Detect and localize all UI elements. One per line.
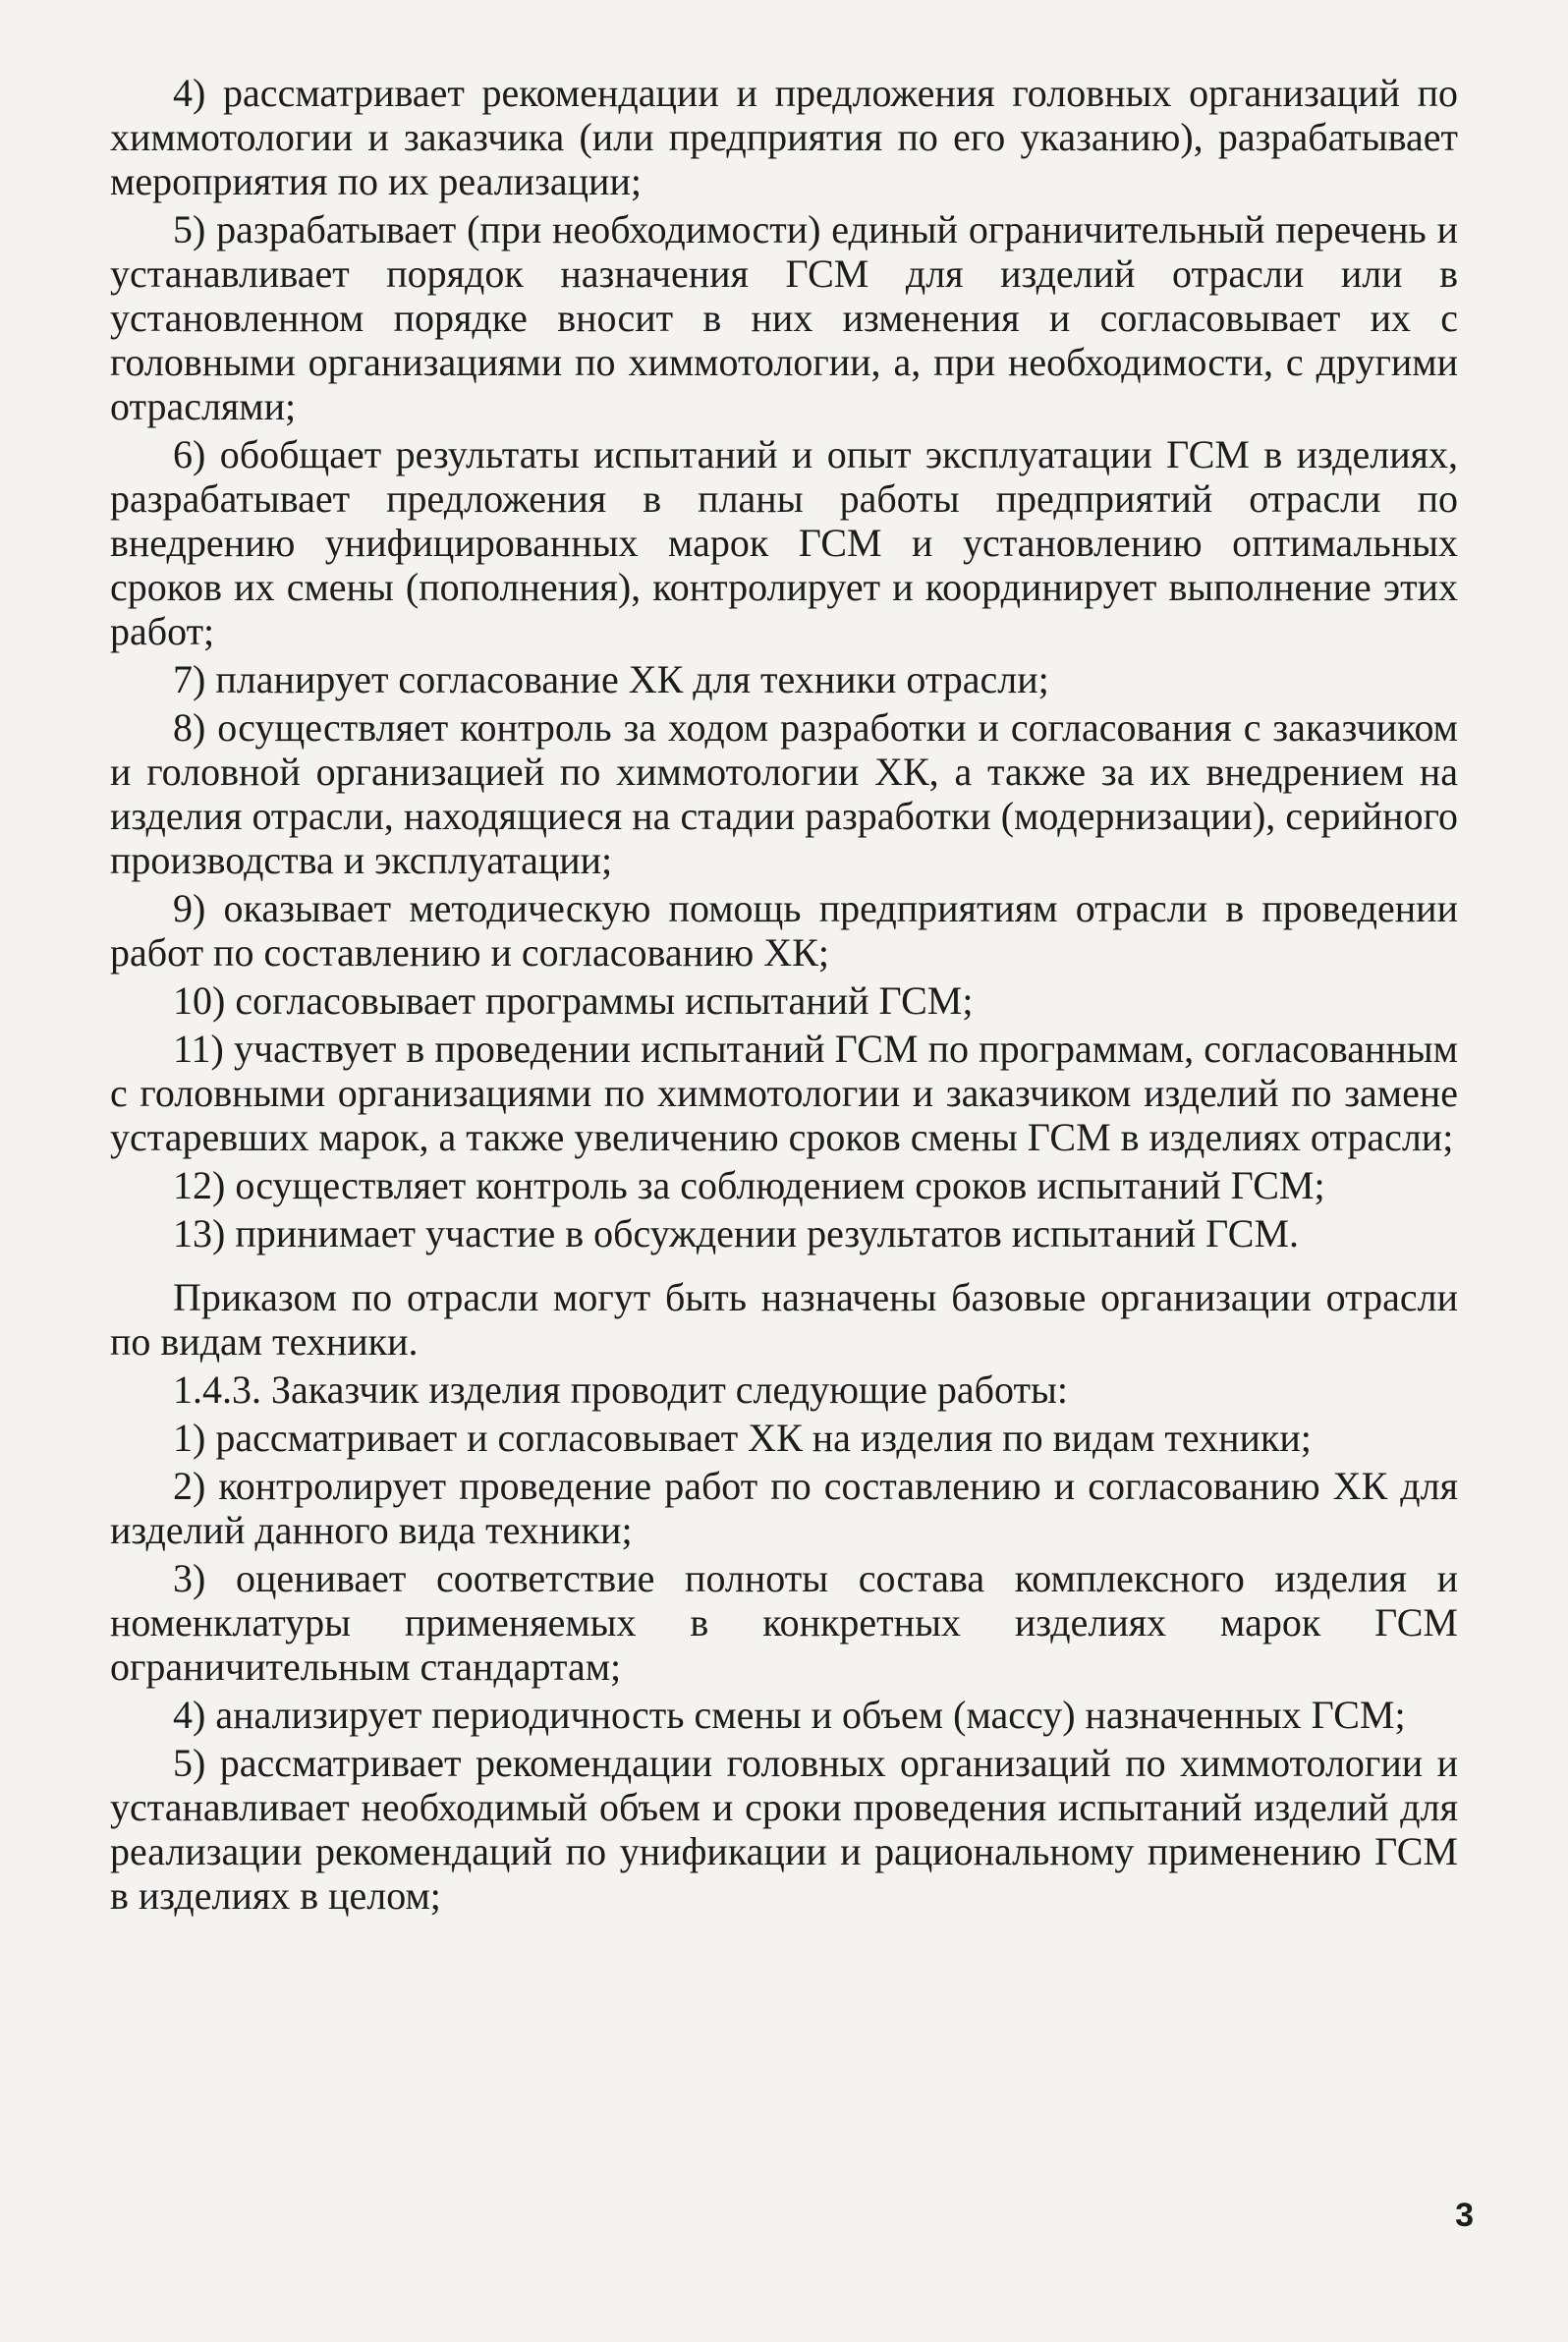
paragraph-customer-item-4: 4) анализирует периодичность смены и объем (массу) назначенных ГСМ; [173, 1693, 1406, 1737]
paragraph-item-10: 10) согласовывает программы испытаний ГСМ; [173, 978, 974, 1023]
paragraph-customer-item-5: 5) рассматривает рекомендации головных организаций по химмотологии и устанавливает необходимый объем и сроки проведения испытаний изделий для реализации рекомендаций по унификации и рациональному применению ГСМ в изделиях в целом; [110, 1741, 1458, 1918]
paragraph-customer-item-3: 3) оценивает соответствие полноты состава комплексного изделия и номенклатуры применяемых в конкретных изделиях марок ГСМ ограничительным стандартам; [110, 1556, 1458, 1689]
paragraph-item-12: 12) осуществляет контроль за соблюдением сроков испытаний ГСМ; [173, 1163, 1325, 1207]
paragraph-customer-item-1: 1) рассматривает и согласовывает ХК на изделия по видам техники; [173, 1416, 1312, 1460]
section-heading-1-4-3: 1.4.3. Заказчик изделия проводит следующие работы: [173, 1367, 1068, 1412]
paragraph-item-11: 11) участвует в проведении испытаний ГСМ по программам, согласованным с головными организациями по химмотологии и заказчиком изделий по замене устаревших марок, а также увеличению сроков смены ГСМ в изделиях отрасли; [110, 1027, 1458, 1159]
paragraph-item-6: 6) обобщает результаты испытаний и опыт эксплуатации ГСМ в изделиях, разрабатывает предложения в планы работы предприятий отрасли по внедрению унифицированных марок ГСМ и установлению оптимальных сроков их смены (пополнения), контролирует и координирует выполнение этих работ; [110, 432, 1458, 653]
paragraph-item-9: 9) оказывает методическую помощь предприятиям отрасли в проведении работ по составлению и согласованию ХК; [110, 886, 1458, 975]
paragraph-customer-item-2: 2) контролирует проведение работ по составлению и согласованию ХК для изделий данного вида техники; [110, 1464, 1458, 1552]
paragraph-item-7: 7) планирует согласование ХК для техники отрасли; [173, 657, 1049, 701]
document-page [110, 71, 1458, 1922]
paragraph-item-13: 13) принимает участие в обсуждении результатов испытаний ГСМ. [173, 1211, 1300, 1255]
paragraph-base-organizations: Приказом по отрасли могут быть назначены базовые организации отрасли по видам техники. [110, 1275, 1458, 1364]
page-number: 3 [1455, 2197, 1474, 2234]
paragraph-item-4: 4) рассматривает рекомендации и предложения головных организаций по химмотологии и заказчика (или предприятия по его указанию), разрабатывает мероприятия по их реализации; [110, 71, 1458, 203]
paragraph-item-5: 5) разрабатывает (при необходимости) единый ограничительный перечень и устанавливает порядок назначения ГСМ для изделий отрасли или в установленном порядке вносит в них изменения и согласовывает их с головными организациями по химмотологии, а, при необходимости, с другими отраслями; [110, 207, 1458, 428]
paragraph-item-8: 8) осуществляет контроль за ходом разработки и согласования с заказчиком и головной организацией по химмотологии ХК, а также за их внедрением на изделия отрасли, находящиеся на стадии разработки (модернизации), серийного производства и эксплуатации; [110, 705, 1458, 882]
